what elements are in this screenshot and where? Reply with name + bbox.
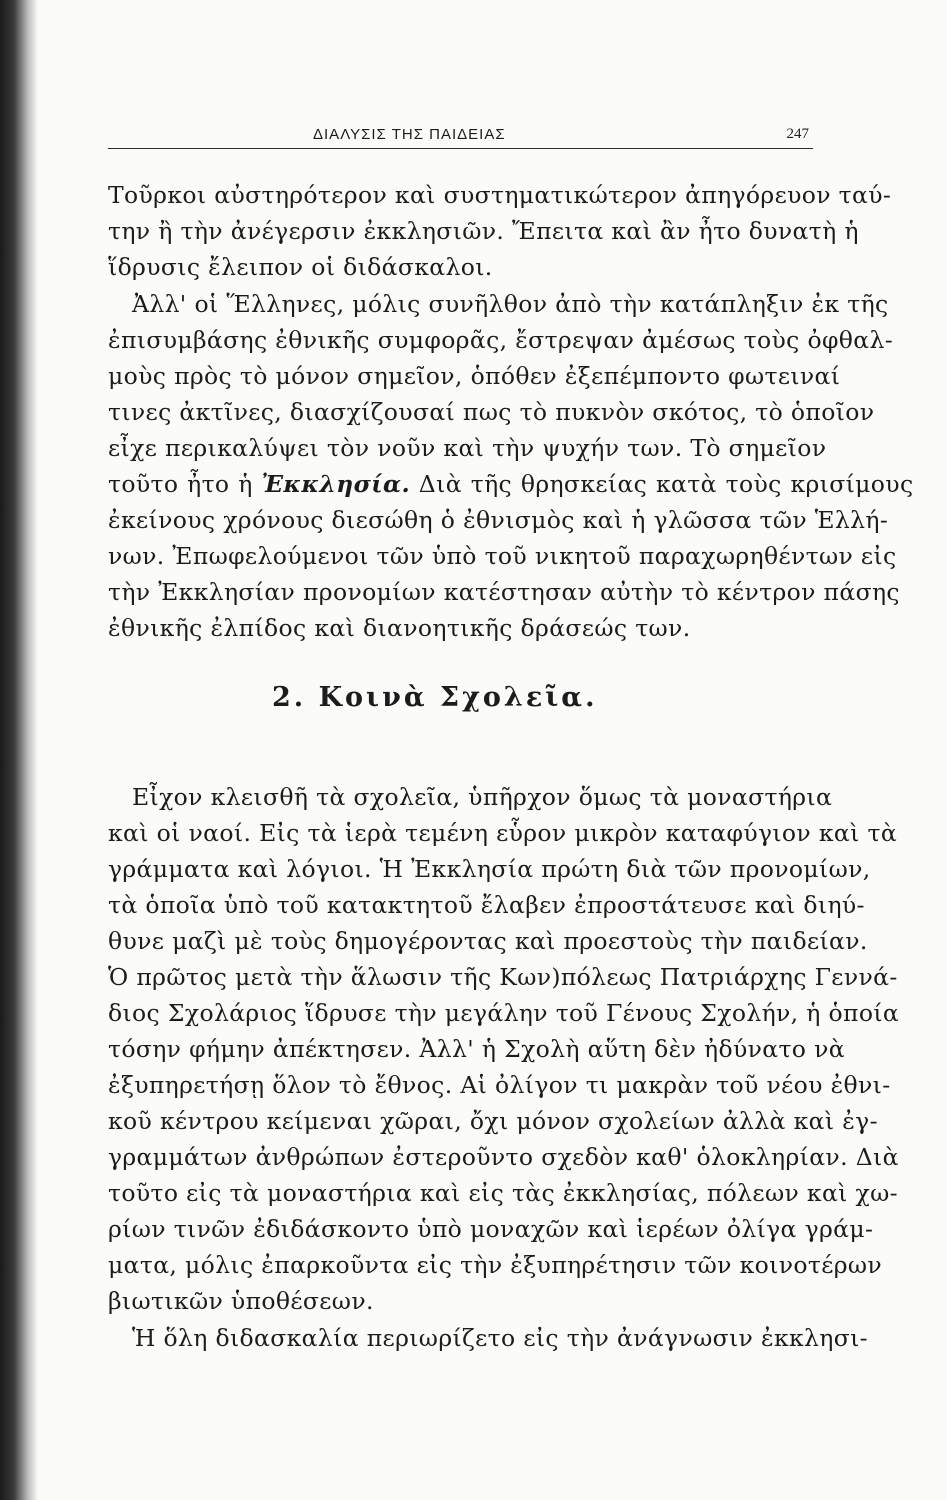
paragraph-2-line: εἶχε περικαλύψει τὸν νοῦν καὶ τὴν ψυχήν των. Τὸ σημεῖον <box>108 434 827 462</box>
paragraph-2-line: ἐπισυμβάσης ἐθνικῆς συμφορᾶς, ἔστρεψαν ἀμέσως τοὺς ὀφθαλ- <box>108 326 894 354</box>
paragraph-1-line: την ἢ τὴν ἀνέγερσιν ἐκκλησιῶν. Ἔπειτα καὶ ἂν ἦτο δυνατὴ ἡ <box>108 217 859 245</box>
paragraph-3-line: γράμματα καὶ λόγιοι. Ἡ Ἐκκλησία πρώτη διὰ τῶν προνομίων, <box>108 855 871 883</box>
scanned-page-edge-shadow <box>0 0 38 1500</box>
section-heading: 2. Κοινὰ Σχολεῖα. <box>272 682 598 713</box>
paragraph-3-line: ματα, μόλις ἐπαρκοῦντα εἰς τὴν ἐξυπηρέτησιν τῶν κοινοτέρων <box>108 1251 883 1279</box>
paragraph-2-line: μοὺς πρὸς τὸ μόνον σημεῖον, ὁπόθεν ἐξεπέμποντο φωτειναί <box>108 362 841 390</box>
paragraph-2-line: τινες ἀκτῖνες, διασχίζουσαί πως τὸ πυκνὸν σκότος, τὸ ὁποῖον <box>108 398 875 426</box>
paragraph-3-line: Εἶχον κλεισθῆ τὰ σχολεῖα, ὑπῆρχον ὅμως τὰ μοναστήρια <box>132 783 833 811</box>
page-number: 247 <box>786 126 809 142</box>
paragraph-3-line: ρίων τινῶν ἐδιδάσκοντο ὑπὸ μοναχῶν καὶ ἱερέων ὀλίγα γράμ- <box>108 1215 874 1243</box>
paragraph-3-line: τοῦτο εἰς τὰ μοναστήρια καὶ εἰς τὰς ἐκκλησίας, πόλεων καὶ χω- <box>108 1179 898 1207</box>
paragraph-1-line: Τοῦρκοι αὐστηρότερον καὶ συστηματικώτερον ἀπηγόρευον ταύ- <box>108 181 892 209</box>
paragraph-3-line: βιωτικῶν ὑποθέσεων. <box>108 1287 374 1315</box>
paragraph-2-line: ἐκείνους χρόνους διεσώθη ὁ ἐθνισμὸς καὶ ἡ γλῶσσα τῶν Ἑλλή- <box>108 506 889 534</box>
paragraph-3-line: θυνε μαζὶ μὲ τοὺς δημογέροντας καὶ προεστοὺς τὴν παιδείαν. <box>108 927 868 955</box>
paragraph-3-line: τὰ ὁποῖα ὑπὸ τοῦ κατακτητοῦ ἔλαβεν ἐπροστάτευσε καὶ διηύ- <box>108 891 865 919</box>
paragraph-3-line: διος Σχολάριος ἵδρυσε τὴν μεγάλην τοῦ Γένους Σχολήν, ἡ ὁποία <box>108 999 900 1027</box>
emphasized-word: Ἐκκλησία. <box>261 470 410 498</box>
paragraph-2-text: τοῦτο ἦτο ἡ <box>108 470 262 498</box>
paragraph-4-line: Ἡ ὅλη διδασκαλία περιωρίζετο εἰς τὴν ἀνάγνωσιν ἐκκλησι- <box>132 1324 868 1352</box>
paragraph-3-line: ἐξυπηρετήσῃ ὅλον τὸ ἔθνος. Αἱ ὀλίγον τι μακρὰν τοῦ νέου ἐθνι- <box>108 1071 891 1099</box>
paragraph-3-line: καὶ οἱ ναοί. Εἰς τὰ ἱερὰ τεμένη εὗρον μικρὸν καταφύγιον καὶ τὰ <box>108 819 898 847</box>
paragraph-2-text: Διὰ τῆς θρησκείας κατὰ τοὺς κρισίμους <box>409 470 914 498</box>
paragraph-1-line: ἵδρυσις ἔλειπον οἱ διδάσκαλοι. <box>108 253 493 281</box>
running-title: ΔΙΑΛΥΣΙΣ ΤΗΣ ΠΑΙΔΕΙΑΣ <box>313 126 506 143</box>
paragraph-3-line: κοῦ κέντρου κείμεναι χῶραι, ὄχι μόνον σχολείων ἀλλὰ καὶ ἐγ- <box>108 1107 878 1135</box>
paragraph-3-line: γραμμάτων ἀνθρώπων ἐστεροῦντο σχεδὸν καθ' ὁλοκληρίαν. Διὰ <box>108 1143 899 1171</box>
paragraph-2-line: νων. Ἐπωφελούμενοι τῶν ὑπὸ τοῦ νικητοῦ παραχωρηθέντων εἰς <box>108 542 897 570</box>
paragraph-2-line: Ἀλλ' οἱ Ἕλληνες, μόλις συνῆλθον ἀπὸ τὴν κατάπληξιν ἐκ τῆς <box>132 290 889 318</box>
paragraph-2-line-with-emphasis <box>108 466 914 502</box>
paragraph-3-line: Ὁ πρῶτος μετὰ τὴν ἅλωσιν τῆς Κων)πόλεως Πατριάρχης Γεννά- <box>108 963 898 991</box>
paragraph-2-line: ἐθνικῆς ἐλπίδος καὶ διανοητικῆς δράσεώς των. <box>108 614 691 642</box>
paragraph-2-line: τὴν Ἐκκλησίαν προνομίων κατέστησαν αὐτὴν τὸ κέντρον πάσης <box>108 578 900 606</box>
running-header <box>108 122 813 149</box>
paragraph-3-line: τόσην φήμην ἀπέκτησεν. Ἀλλ' ἡ Σχολὴ αὕτη δὲν ἠδύνατο νὰ <box>108 1035 845 1063</box>
